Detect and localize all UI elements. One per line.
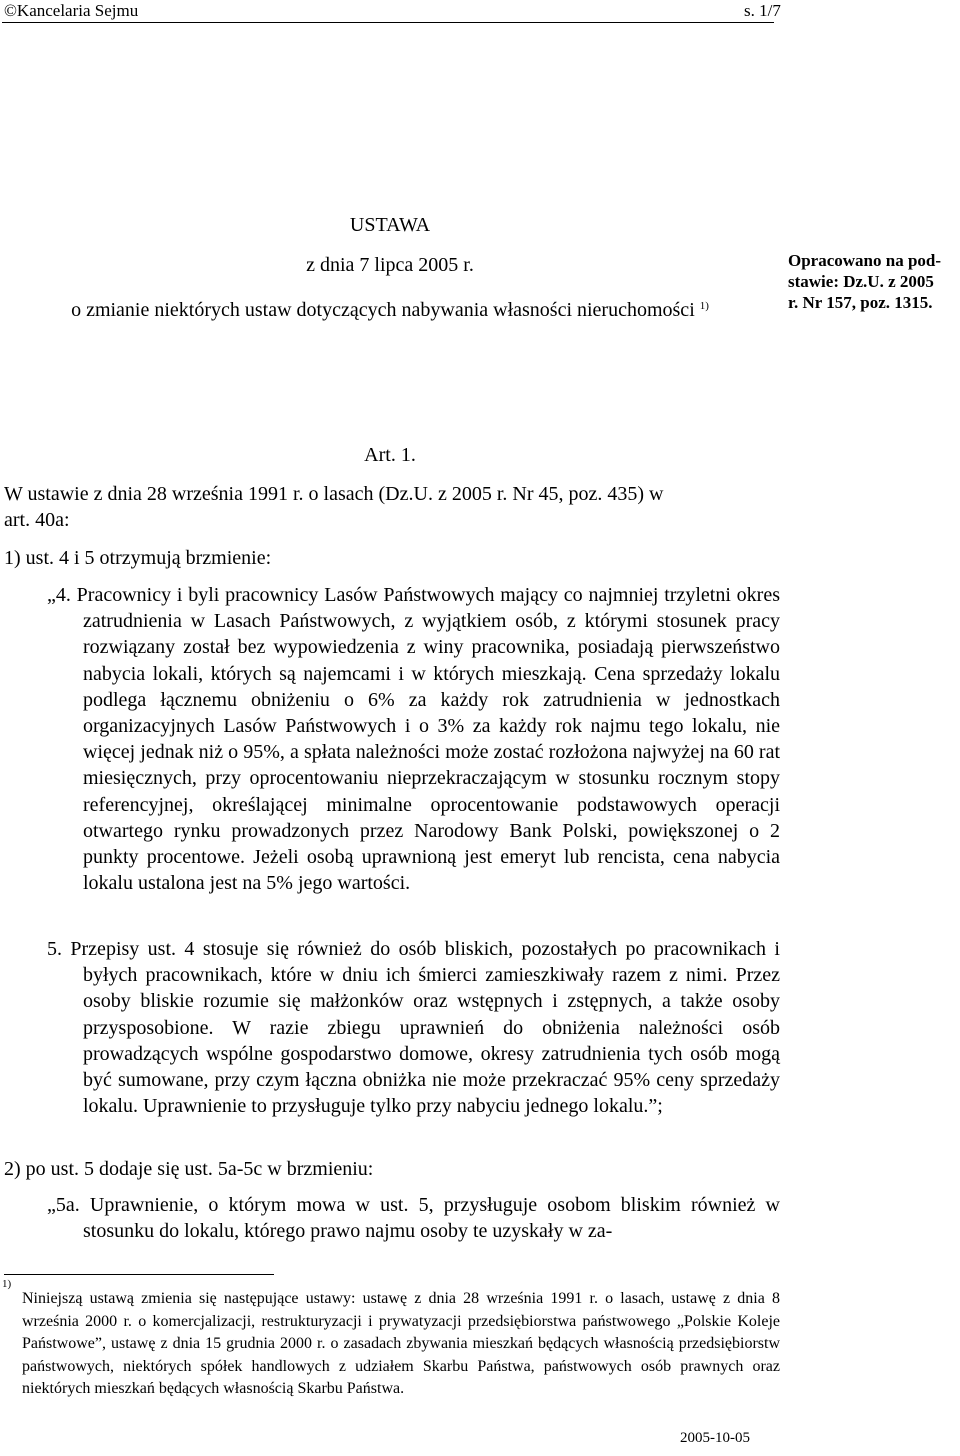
- paragraph-ust-4: „4. Pracownicy i byli pracownicy Lasów Państwowych mający co najmniej trzyletni okres zatrudnienia w Lasach Państwowych, z wyjątkiem osób, z którymi stosunek pracy rozwiązany został bez wypowiedzenia z winy pracownika, posiadają pierwszeństwo nabycia lokali, których są najemcami i w których mieszkają. Cena sprzedaży lokalu podlega łącznemu obniżeniu o 6% za każdy rok zatrudnienia w jednostkach organizacyjnych Lasów Państwowych i o 3% za każdy rok najmu tego lokalu, nie więcej jednak niż o 95%, a spłata należności może zostać rozłożona najwyżej na 60 rat miesięcznych, przy oprocentowaniu nieprzekraczającym w stosunku rocznym stopy referencyjnej, określającej minimalne oprocentowanie podstawowych operacji otwartego rynku prowadzonych przez Narodowy Bank Polski, powiększonej o 2 punkty procentowe. Jeżeli osobą uprawnioną jest emeryt lub rencista, cena nabycia lokalu ustalona jest na 5% jego wartości.: [47, 584, 780, 895]
- footnote-text: Niniejszą ustawą zmienia się następujące ustawy: ustawę z dnia 28 września 1991 r. o lasach, ustawę z dnia 8 września 2000 r. o komercjalizacji, restrukturyzacji i prywatyzacji przedsiębiorstwa państwowego „Polskie Koleje Państwowe”, ustawę z dnia 15 grudnia 2000 r. o zasadach zbywania mieszkań będących własnością przedsiębiorstw państwowych, niektórych spółek handlowych z udziałem Skarbu Państwa, państwowych osób prawnych oraz niektórych mieszkań będących własnością Skarbu Państwa.: [22, 1290, 780, 1397]
- page-number: s. 1/7: [744, 1, 781, 20]
- act-date: z dnia 7 lipca 2005 r.: [306, 254, 474, 276]
- act-subject: [0, 298, 780, 322]
- article-intro-line1: W ustawie z dnia 28 września 1991 r. o lasach (Dz.U. z 2005 r. Nr 45, poz. 435) w: [4, 483, 664, 505]
- footnote-mark-text: 1): [2, 1278, 12, 1290]
- act-subject-text: o zmianie niektórych ustaw dotyczących nabywania własności nieruchomości: [71, 299, 695, 321]
- source-note: [788, 250, 960, 313]
- article-heading: Art. 1.: [364, 444, 416, 466]
- footnote-mark: [2, 1278, 12, 1297]
- header-source: ©Kancelaria Sejmu: [4, 1, 139, 20]
- header-divider: [2, 22, 774, 23]
- paragraph-ust-5: 5. Przepisy ust. 4 stosuje się również do osób bliskich, pozostałych po pracownikach i byłych pracownikach, które w dniu ich śmierci zamieszkiwały razem z nimi. Przez osoby bliskie rozumie się małżonków oraz wstępnych i zstępnych, a także osoby przysposobione. W razie zbiegu uprawnień do obniżenia należności osób prowadzących wspólne gospodarstwo domowe, okresy zatrudnienia tych osób mogą być sumowane, przy czym łączna obniżka nie może przekraczać 95% ceny sprzedaży lokalu. Uprawnienie to przysługuje tylko przy nabyciu jednego lokalu.”;: [47, 938, 780, 1118]
- footnote-ref: 1): [699, 300, 709, 312]
- source-note-line: stawie: Dz.U. z 2005: [788, 272, 934, 291]
- footer-date: 2005-10-05: [680, 1430, 750, 1446]
- footnote-divider: [4, 1274, 274, 1275]
- article-intro-line2: art. 40a:: [4, 509, 70, 531]
- act-type: USTAWA: [349, 214, 431, 236]
- point-2: 2) po ust. 5 dodaje się ust. 5a-5c w brzmieniu:: [4, 1158, 374, 1180]
- paragraph-ust-5a: „5a. Uprawnienie, o którym mowa w ust. 5, przysługuje osobom bliskim również w stosunku do lokalu, którego prawo najmu osoby te uzyskały w za-: [47, 1194, 780, 1243]
- point-1: 1) ust. 4 i 5 otrzymują brzmienie:: [4, 547, 272, 569]
- source-note-line: Opracowano na pod-: [788, 251, 942, 270]
- source-note-line: r. Nr 157, poz. 1315.: [788, 293, 933, 312]
